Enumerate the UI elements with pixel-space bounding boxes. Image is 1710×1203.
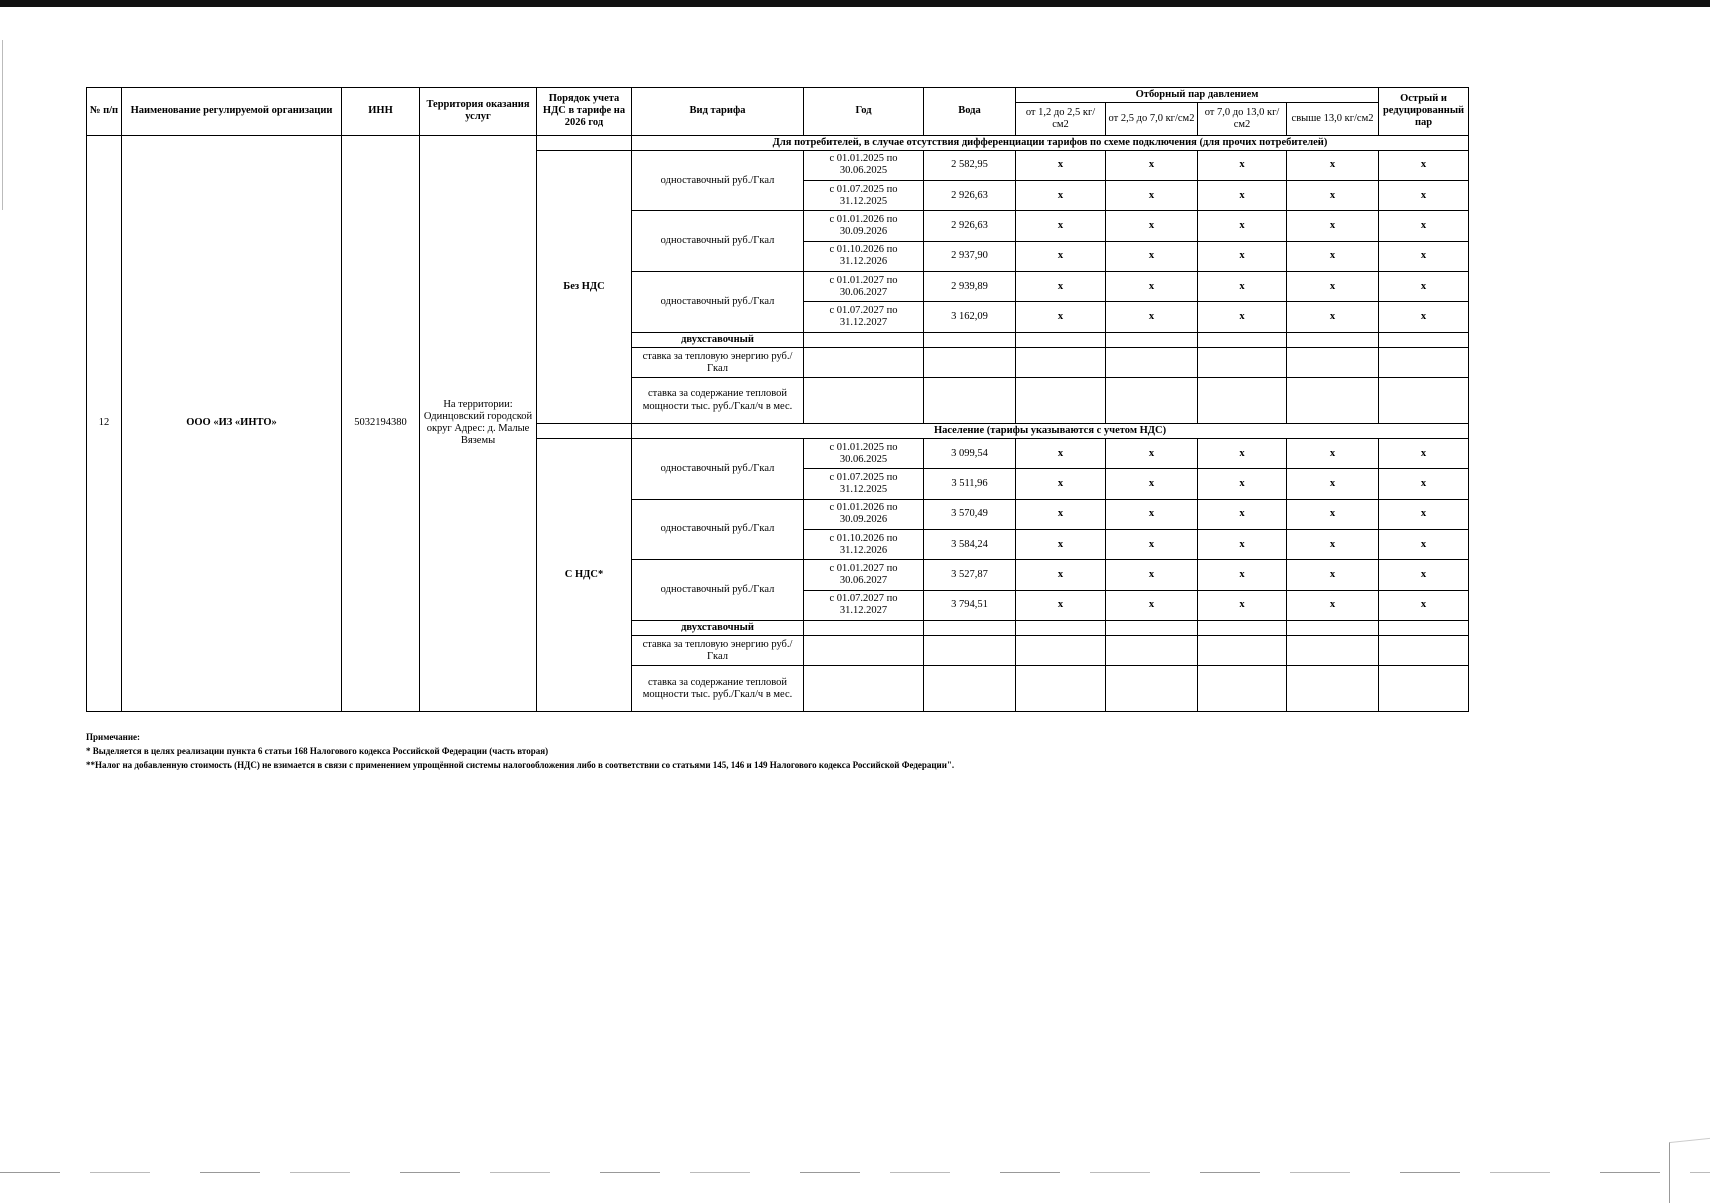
steam-value: х xyxy=(1379,302,1469,332)
empty-cell xyxy=(924,666,1016,712)
empty-cell xyxy=(1379,332,1469,347)
water-value: 3 527,87 xyxy=(924,560,1016,590)
empty-cell xyxy=(1198,620,1287,635)
scan-edge-top xyxy=(0,0,1710,7)
steam-value: х xyxy=(1379,181,1469,211)
water-value: 2 926,63 xyxy=(924,211,1016,241)
steam-value: х xyxy=(1106,590,1198,620)
steam-value: х xyxy=(1379,560,1469,590)
empty-cell xyxy=(1287,378,1379,424)
empty-cell xyxy=(1106,332,1198,347)
header-sharp-steam: Острый и редуцированный пар xyxy=(1379,88,1469,136)
water-value: 3 099,54 xyxy=(924,438,1016,468)
steam-value: х xyxy=(1379,590,1469,620)
empty-cell xyxy=(804,620,924,635)
rate-label: ставка за тепловую энергию руб./Гкал xyxy=(632,636,804,666)
empty-cell xyxy=(1287,666,1379,712)
steam-value: х xyxy=(1287,438,1379,468)
empty-cell xyxy=(924,636,1016,666)
section-title: Население (тарифы указываются с учетом НДС) xyxy=(632,423,1469,438)
section-title: Для потребителей, в случае отсутствия дифференциации тарифов по схеме подключения (для прочих потребителей) xyxy=(632,135,1469,150)
steam-value: х xyxy=(1016,469,1106,499)
period: с 01.01.2027 по 30.06.2027 xyxy=(804,560,924,590)
header-steam-2: от 2,5 до 7,0 кг/см2 xyxy=(1106,103,1198,136)
water-value: 2 926,63 xyxy=(924,181,1016,211)
empty-cell xyxy=(1198,332,1287,347)
header-num: № п/п xyxy=(87,88,122,136)
steam-value: х xyxy=(1287,181,1379,211)
scan-edge-left xyxy=(2,40,3,210)
steam-value: х xyxy=(1379,272,1469,302)
water-value: 3 162,09 xyxy=(924,302,1016,332)
rate-label: ставка за содержание тепловой мощности тыс. руб./Гкал/ч в мес. xyxy=(632,378,804,424)
steam-value: х xyxy=(1016,590,1106,620)
section-spacer xyxy=(537,423,632,438)
steam-value: х xyxy=(1016,181,1106,211)
org-number: 12 xyxy=(87,135,122,711)
empty-cell xyxy=(1379,620,1469,635)
water-value: 3 511,96 xyxy=(924,469,1016,499)
steam-value: х xyxy=(1198,529,1287,559)
steam-value: х xyxy=(1198,302,1287,332)
period: с 01.01.2027 по 30.06.2027 xyxy=(804,272,924,302)
note-1: * Выделяется в целях реализации пункта 6 статьи 168 Налогового кодекса Российской Федерации (часть вторая) xyxy=(86,746,549,756)
empty-cell xyxy=(1106,620,1198,635)
steam-value: х xyxy=(1106,211,1198,241)
two-rate-label: двухставочный xyxy=(632,620,804,635)
tariff-type: одноставочный руб./Гкал xyxy=(632,272,804,333)
scan-edge-bottom xyxy=(0,1172,1710,1173)
water-value: 3 794,51 xyxy=(924,590,1016,620)
steam-value: х xyxy=(1106,150,1198,180)
steam-value: х xyxy=(1379,529,1469,559)
steam-value: х xyxy=(1106,560,1198,590)
empty-cell xyxy=(1106,666,1198,712)
period: с 01.07.2025 по 31.12.2025 xyxy=(804,181,924,211)
empty-cell xyxy=(924,347,1016,377)
tariff-type: одноставочный руб./Гкал xyxy=(632,438,804,499)
empty-cell xyxy=(1379,666,1469,712)
steam-value: х xyxy=(1198,438,1287,468)
period: с 01.01.2026 по 30.09.2026 xyxy=(804,499,924,529)
two-rate-label: двухставочный xyxy=(632,332,804,347)
rate-label: ставка за тепловую энергию руб./Гкал xyxy=(632,347,804,377)
empty-cell xyxy=(1287,636,1379,666)
steam-value: х xyxy=(1106,181,1198,211)
empty-cell xyxy=(924,378,1016,424)
period: с 01.07.2027 по 31.12.2027 xyxy=(804,590,924,620)
steam-value: х xyxy=(1106,438,1198,468)
steam-value: х xyxy=(1106,272,1198,302)
steam-value: х xyxy=(1287,211,1379,241)
empty-cell xyxy=(1016,332,1106,347)
notes-block xyxy=(86,730,954,772)
steam-value: х xyxy=(1287,469,1379,499)
header-vat-order: Порядок учета НДС в тарифе на 2026 год xyxy=(537,88,632,136)
steam-value: х xyxy=(1198,560,1287,590)
water-value: 3 570,49 xyxy=(924,499,1016,529)
steam-value: х xyxy=(1198,181,1287,211)
scan-fold-corner xyxy=(1669,1138,1710,1203)
header-steam-1: от 1,2 до 2,5 кг/см2 xyxy=(1016,103,1106,136)
period: с 01.01.2025 по 30.06.2025 xyxy=(804,438,924,468)
period: с 01.10.2026 по 31.12.2026 xyxy=(804,529,924,559)
period: с 01.07.2025 по 31.12.2025 xyxy=(804,469,924,499)
steam-value: х xyxy=(1016,499,1106,529)
steam-value: х xyxy=(1016,241,1106,271)
empty-cell xyxy=(804,347,924,377)
empty-cell xyxy=(1379,378,1469,424)
vat-order-label: Без НДС xyxy=(537,150,632,423)
org-territory: На территории: Одинцовский городской округ Адрес: д. Малые Вяземы xyxy=(420,135,537,711)
empty-cell xyxy=(804,332,924,347)
empty-cell xyxy=(1379,347,1469,377)
steam-value: х xyxy=(1287,241,1379,271)
tariff-table xyxy=(86,87,1469,712)
empty-cell xyxy=(804,378,924,424)
org-inn: 5032194380 xyxy=(342,135,420,711)
steam-value: х xyxy=(1106,469,1198,499)
tariff-type: одноставочный руб./Гкал xyxy=(632,499,804,560)
empty-cell xyxy=(924,620,1016,635)
section-spacer xyxy=(537,135,632,150)
empty-cell xyxy=(1016,347,1106,377)
empty-cell xyxy=(1106,378,1198,424)
notes-title: Примечание: xyxy=(86,732,141,742)
steam-value: х xyxy=(1287,499,1379,529)
header-steam-group: Отборный пар давлением xyxy=(1016,88,1379,103)
period: с 01.01.2025 по 30.06.2025 xyxy=(804,150,924,180)
empty-cell xyxy=(1198,347,1287,377)
empty-cell xyxy=(804,666,924,712)
water-value: 2 582,95 xyxy=(924,150,1016,180)
steam-value: х xyxy=(1379,438,1469,468)
steam-value: х xyxy=(1379,499,1469,529)
tariff-type: одноставочный руб./Гкал xyxy=(632,211,804,272)
empty-cell xyxy=(924,332,1016,347)
steam-value: х xyxy=(1016,211,1106,241)
tariff-type: одноставочный руб./Гкал xyxy=(632,150,804,211)
empty-cell xyxy=(1106,347,1198,377)
empty-cell xyxy=(1287,620,1379,635)
empty-cell xyxy=(1287,347,1379,377)
empty-cell xyxy=(1379,636,1469,666)
steam-value: х xyxy=(1198,499,1287,529)
header-inn: ИНН xyxy=(342,88,420,136)
steam-value: х xyxy=(1198,272,1287,302)
water-value: 3 584,24 xyxy=(924,529,1016,559)
steam-value: х xyxy=(1106,241,1198,271)
steam-value: х xyxy=(1287,272,1379,302)
steam-value: х xyxy=(1106,529,1198,559)
steam-value: х xyxy=(1379,469,1469,499)
steam-value: х xyxy=(1198,150,1287,180)
period: с 01.01.2026 по 30.09.2026 xyxy=(804,211,924,241)
steam-value: х xyxy=(1379,241,1469,271)
steam-value: х xyxy=(1287,529,1379,559)
empty-cell xyxy=(1016,378,1106,424)
steam-value: х xyxy=(1198,469,1287,499)
period: с 01.10.2026 по 31.12.2026 xyxy=(804,241,924,271)
header-year: Год xyxy=(804,88,924,136)
empty-cell xyxy=(1016,636,1106,666)
empty-cell xyxy=(1016,620,1106,635)
steam-value: х xyxy=(1287,560,1379,590)
steam-value: х xyxy=(1106,499,1198,529)
steam-value: х xyxy=(1198,590,1287,620)
water-value: 2 937,90 xyxy=(924,241,1016,271)
steam-value: х xyxy=(1379,150,1469,180)
table-row xyxy=(87,135,1469,150)
steam-value: х xyxy=(1198,211,1287,241)
steam-value: х xyxy=(1106,302,1198,332)
empty-cell xyxy=(804,636,924,666)
tariff-type: одноставочный руб./Гкал xyxy=(632,560,804,621)
steam-value: х xyxy=(1016,150,1106,180)
steam-value: х xyxy=(1287,150,1379,180)
steam-value: х xyxy=(1379,211,1469,241)
water-value: 2 939,89 xyxy=(924,272,1016,302)
steam-value: х xyxy=(1016,302,1106,332)
steam-value: х xyxy=(1287,590,1379,620)
empty-cell xyxy=(1198,378,1287,424)
header-territory: Территория оказания услуг xyxy=(420,88,537,136)
steam-value: х xyxy=(1016,438,1106,468)
vat-order-label: С НДС* xyxy=(537,438,632,711)
steam-value: х xyxy=(1016,529,1106,559)
steam-value: х xyxy=(1016,560,1106,590)
period: с 01.07.2027 по 31.12.2027 xyxy=(804,302,924,332)
empty-cell xyxy=(1198,666,1287,712)
header-steam-3: от 7,0 до 13,0 кг/см2 xyxy=(1198,103,1287,136)
org-name: ООО «ИЗ «ИНТО» xyxy=(122,135,342,711)
empty-cell xyxy=(1016,666,1106,712)
steam-value: х xyxy=(1016,272,1106,302)
empty-cell xyxy=(1198,636,1287,666)
steam-value: х xyxy=(1287,302,1379,332)
header-water: Вода xyxy=(924,88,1016,136)
note-2: **Налог на добавленную стоимость (НДС) не взимается в связи с применением упрощённой системы налогообложения либо в соответствии со статьями 145, 146 и 149 Налогового кодекса Российской Федерации". xyxy=(86,760,955,770)
empty-cell xyxy=(1287,332,1379,347)
header-steam-4: свыше 13,0 кг/см2 xyxy=(1287,103,1379,136)
rate-label: ставка за содержание тепловой мощности тыс. руб./Гкал/ч в мес. xyxy=(632,666,804,712)
header-org: Наименование регулируемой организации xyxy=(122,88,342,136)
empty-cell xyxy=(1106,636,1198,666)
header-tariff-type: Вид тарифа xyxy=(632,88,804,136)
steam-value: х xyxy=(1198,241,1287,271)
